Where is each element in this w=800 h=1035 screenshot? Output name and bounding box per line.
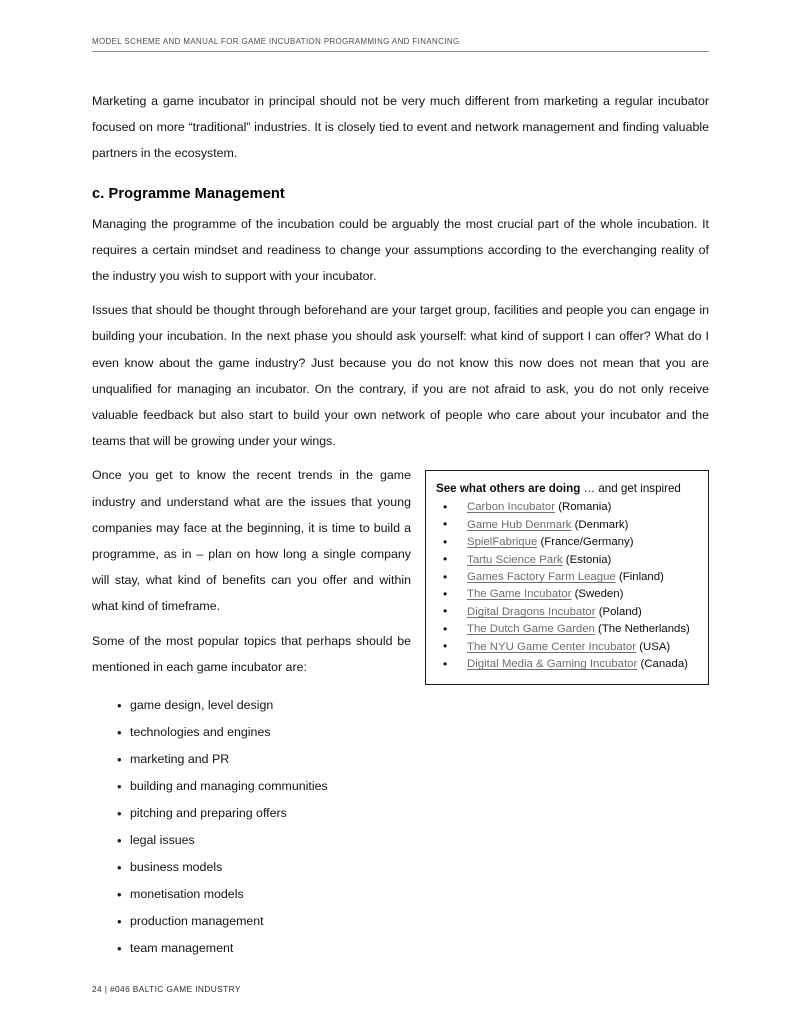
list-item	[434, 656, 700, 673]
incubator-country: (Denmark)	[571, 518, 629, 531]
list-item: • game design, level design	[92, 692, 709, 719]
topics-list	[92, 692, 709, 962]
incubator-link[interactable]: Carbon Incubator	[467, 501, 556, 514]
paragraph-4: Once you get to know the recent trends in the game industry and understand what are the issues that young companies may face at the beginning, it is time to build a programme, as in – plan on how long a single company will stay, what kind of benefits can you offer and within what kind of timeframe.	[92, 468, 411, 614]
list-item: • building and managing communities	[92, 773, 709, 800]
incubator-country: (Poland)	[595, 605, 642, 618]
inspiration-callout-box	[425, 470, 709, 684]
list-item: • business models	[92, 854, 709, 881]
list-item: • monetisation models	[92, 881, 709, 908]
incubator-link[interactable]: Tartu Science Park	[467, 553, 563, 566]
callout-title	[436, 480, 700, 497]
incubator-country: (The Netherlands)	[594, 623, 690, 636]
list-item: • team management	[92, 935, 709, 962]
incubator-link[interactable]: Digital Dragons Incubator	[467, 605, 596, 618]
paragraph-3: Issues that should be thought through beforehand are your target group, facilities and people you can engage in building your incubation. In the next phase you should ask yourself: what kind of support I can offer? What do I even know about the game industry? Just because you do not know this now does not mean that you are unqualified for managing an incubator. On the contrary, if you are not afraid to ask, you do not only receive valuable feedback but also start to build your own network of people who care about your incubator and the teams that will be growing under your wings.	[92, 303, 709, 449]
incubator-country: (Romania)	[555, 501, 612, 514]
incubator-link[interactable]: Game Hub Denmark	[467, 518, 572, 531]
incubator-link[interactable]: Games Factory Farm League	[467, 571, 616, 584]
callout-title-bold: See what others are doing	[436, 482, 581, 496]
intro-paragraph: Marketing a game incubator in principal should not be very much different from marketing a regular incubator focused on more “traditional” industries. It is closely tied to event and network management and finding valuable partners in the ecosystem.	[92, 94, 709, 161]
incubator-country: (Canada)	[637, 658, 688, 671]
incubator-country: (USA)	[636, 640, 671, 653]
incubator-link[interactable]: The Game Incubator	[467, 588, 572, 601]
callout-title-tail: … and get inspired	[580, 482, 681, 496]
list-item: • technologies and engines	[92, 719, 709, 746]
page-footer: 24 | #046 BALTIC GAME INDUSTRY	[92, 984, 241, 994]
running-header-title: MODEL SCHEME AND MANUAL FOR GAME INCUBATION PROGRAMMING AND FINANCING	[92, 37, 460, 46]
incubator-link[interactable]: Digital Media & Gaming Incubator	[467, 658, 638, 671]
incubator-country: (Finland)	[615, 571, 664, 584]
header-divider	[92, 51, 709, 52]
incubator-list	[434, 499, 700, 673]
incubator-link[interactable]: The Dutch Game Garden	[467, 623, 595, 636]
section-heading: c. Programme Management	[92, 185, 285, 202]
list-item	[434, 586, 700, 603]
list-item	[434, 552, 700, 569]
list-item	[434, 499, 700, 516]
incubator-link[interactable]: SpielFabrique	[467, 536, 538, 549]
list-item: • production management	[92, 908, 709, 935]
list-item	[434, 621, 700, 638]
paragraph-2: Managing the programme of the incubation could be arguably the most crucial part of the whole incubation. It requires a certain mindset and readiness to change your assumptions according to the everchanging reality of the industry you wish to support with your incubator.	[92, 216, 709, 284]
list-item: • marketing and PR	[92, 746, 709, 773]
list-item	[434, 517, 700, 534]
incubator-country: (Sweden)	[571, 588, 624, 601]
incubator-country: (Estonia)	[562, 553, 612, 566]
list-item	[434, 569, 700, 586]
incubator-country: (France/Germany)	[537, 536, 634, 549]
incubator-link[interactable]: The NYU Game Center Incubator	[467, 640, 637, 653]
page-content	[92, 88, 709, 962]
paragraph-5: Some of the most popular topics that perhaps should be mentioned in each game incubator are:	[92, 633, 411, 674]
list-item	[434, 604, 700, 621]
list-item: • legal issues	[92, 827, 709, 854]
list-item	[434, 639, 700, 656]
running-header	[92, 36, 709, 52]
list-item	[434, 534, 700, 551]
list-item: • pitching and preparing offers	[92, 800, 709, 827]
